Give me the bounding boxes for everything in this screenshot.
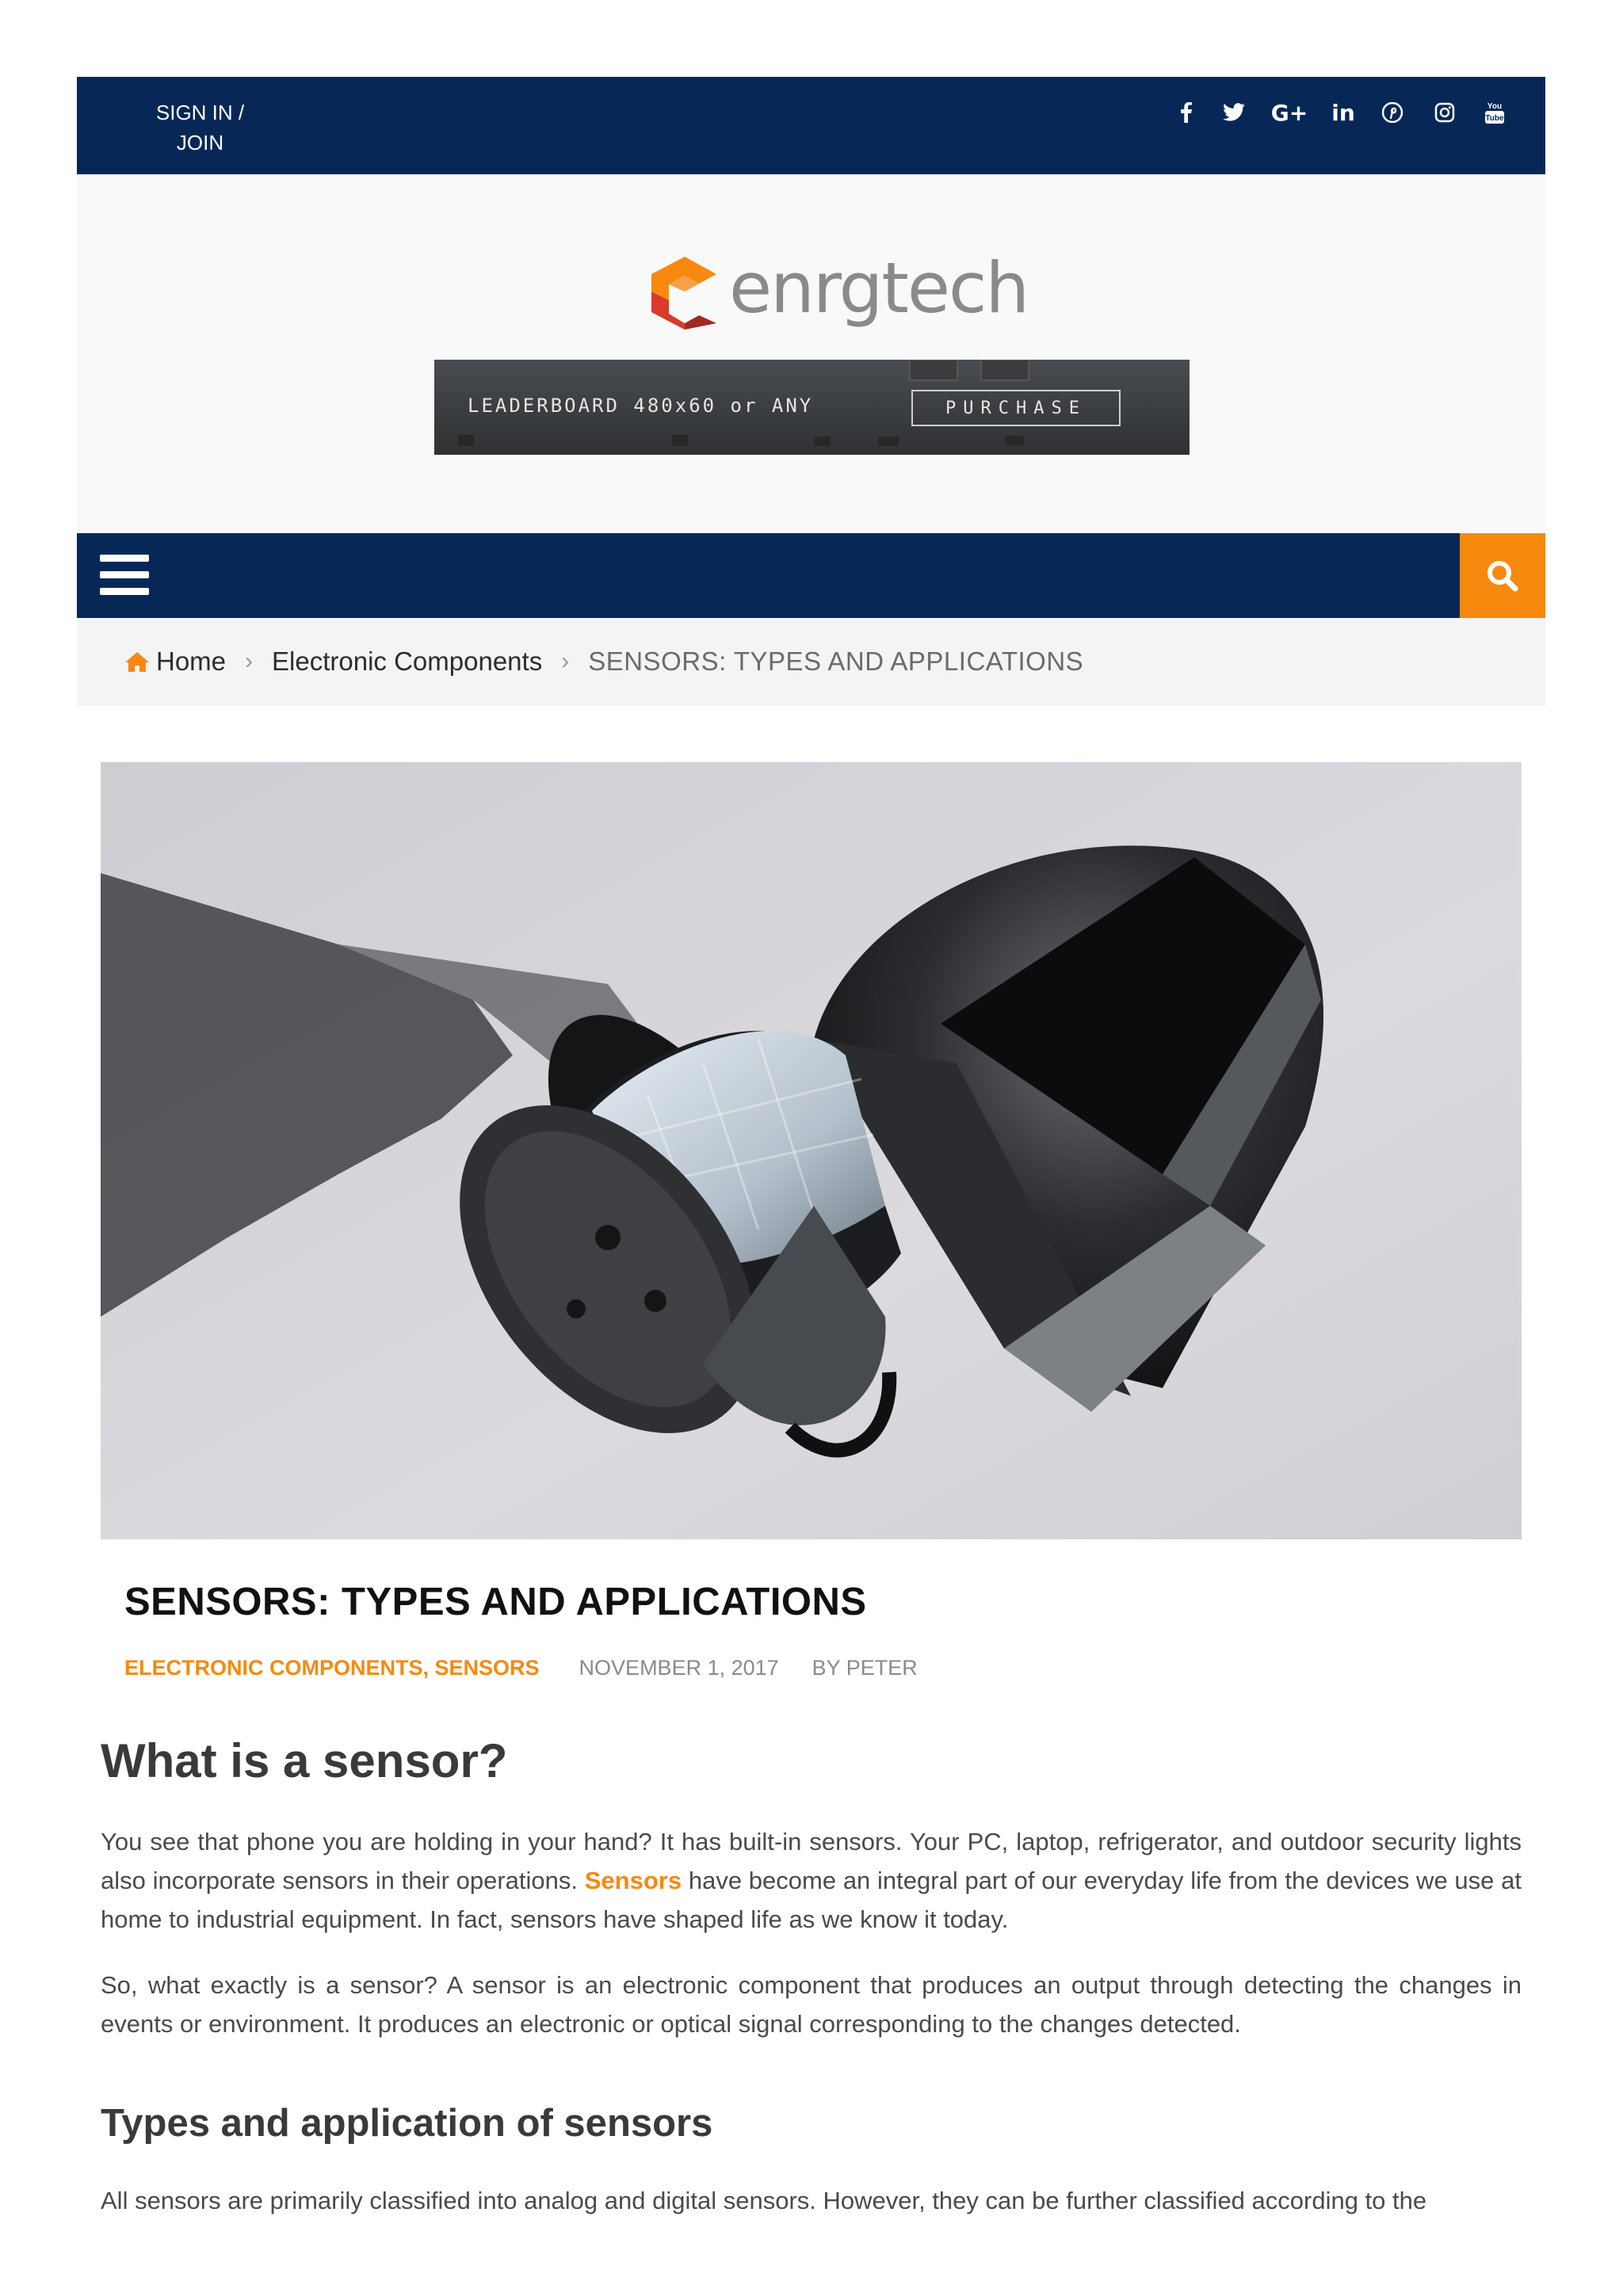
logo-wordmark[interactable]: enrgtech [729, 247, 1029, 329]
top-bar [77, 77, 1545, 174]
paragraph-intro-text-1: You see that phone you are holding in your hand? It has built-in sensors. Your PC, laptop, refrigerator, and outdoor security lights also incorporate sensors in their operations. [101, 1828, 1522, 1894]
featured-image [101, 762, 1522, 1539]
leaderboard-ad-banner[interactable] [434, 360, 1190, 455]
purchase-button[interactable]: PURCHASE [911, 390, 1121, 426]
google-plus-icon[interactable]: G+ [1270, 99, 1308, 126]
article-title: SENSORS: TYPES AND APPLICATIONS [124, 1581, 867, 1623]
hamburger-icon[interactable] [100, 555, 149, 596]
facebook-icon[interactable] [1176, 97, 1197, 128]
pinterest-icon[interactable] [1381, 97, 1404, 128]
article-date: NOVEMBER 1, 2017 [579, 1656, 779, 1680]
paragraph-definition: So, what exactly is a sensor? A sensor is an electronic component that produces an output through detecting the changes in events or environment. It produces an electronic or optical signal corresponding to the changes detected. [101, 1971, 1522, 2038]
paragraph-types: All sensors are primarily classified into analog and digital sensors. However, they can be further classified according to the [101, 2187, 1427, 2214]
twitter-icon[interactable] [1220, 97, 1247, 128]
svg-text:Tube: Tube [1485, 114, 1504, 123]
youtube-icon[interactable] [1484, 97, 1506, 128]
home-icon[interactable] [124, 650, 150, 673]
header-area [77, 174, 1545, 533]
sign-in-label[interactable]: SIGN IN / [155, 101, 245, 124]
article-categories[interactable]: ELECTRONIC COMPONENTS, SENSORS [124, 1656, 540, 1680]
breadcrumb [124, 643, 1083, 680]
sign-in-join-link[interactable] [155, 97, 246, 158]
article-meta [124, 1656, 918, 1680]
breadcrumb-home[interactable]: Home [156, 646, 227, 676]
search-button[interactable] [1460, 533, 1545, 618]
article-author[interactable]: BY PETER [812, 1656, 918, 1680]
breadcrumb-category[interactable]: Electronic Components [272, 646, 543, 676]
instagram-icon[interactable] [1434, 97, 1456, 128]
breadcrumb-separator-icon: › [561, 648, 570, 674]
linkedin-icon[interactable]: in [1331, 99, 1355, 126]
sensors-link[interactable]: Sensors [584, 1867, 682, 1894]
heading-types-applications: Types and application of sensors [101, 2102, 713, 2145]
breadcrumb-current: SENSORS: TYPES AND APPLICATIONS [588, 646, 1084, 676]
ad-text: LEADERBOARD 480x60 or ANY [468, 395, 814, 417]
paragraph-intro-text-2: have become an integral part of our everyday life from the devices we use at home to industrial equipment. In fact, sensors have shaped life as we know it today. [101, 1867, 1522, 1933]
heading-what-is-sensor: What is a sensor? [101, 1734, 508, 1787]
paragraph-intro [101, 1822, 1522, 1939]
breadcrumb-separator-icon: › [245, 648, 254, 674]
main-nav-bar [77, 533, 1545, 618]
join-label[interactable]: JOIN [176, 131, 224, 154]
search-icon[interactable] [1485, 559, 1520, 593]
svg-text:You: You [1487, 102, 1503, 111]
